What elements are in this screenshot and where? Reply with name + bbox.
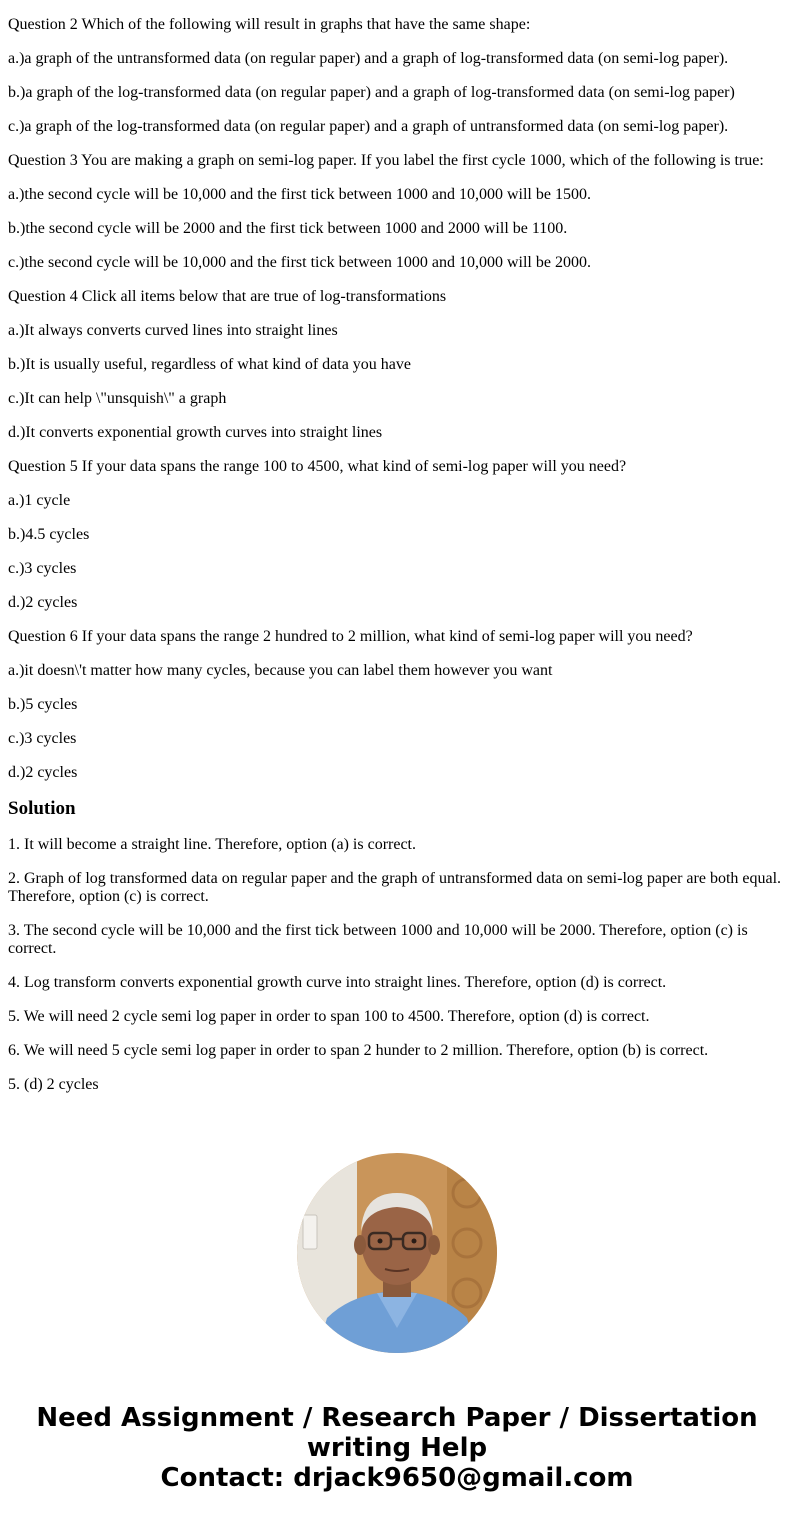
question-3-option-b: b.)the second cycle will be 2000 and the first tick between 1000 and 2000 will be 1100. <box>8 220 568 237</box>
question-5-prompt: Question 5 If your data spans the range 100 to 4500, what kind of semi-log paper will you need? <box>8 458 627 475</box>
solution-answer-summary: 5. (d) 2 cycles <box>8 1076 99 1093</box>
solution-answer-1: 1. It will become a straight line. Therefore, option (a) is correct. <box>8 836 416 853</box>
question-3-option-c: c.)the second cycle will be 10,000 and the first tick between 1000 and 10,000 will be 2000. <box>8 254 591 271</box>
question-5-option-c: c.)3 cycles <box>8 560 77 577</box>
contact-email: Contact: drjack9650@gmail.com <box>160 1463 634 1493</box>
solution-heading: Solution <box>8 798 76 819</box>
solution-answer-3: 3. The second cycle will be 10,000 and the first tick between 1000 and 10,000 will be 2000. Therefore, option (c) is correct. <box>8 922 748 957</box>
solution-answer-4: 4. Log transform converts exponential growth curve into straight lines. Therefore, option (d) is correct. <box>8 974 667 991</box>
question-4-option-b: b.)It is usually useful, regardless of what kind of data you have <box>8 356 412 373</box>
question-6-prompt: Question 6 If your data spans the range 2 hundred to 2 million, what kind of semi-log paper will you need? <box>8 628 693 645</box>
question-2-prompt: Question 2 Which of the following will result in graphs that have the same shape: <box>8 16 531 33</box>
question-6-option-d: d.)2 cycles <box>8 764 78 781</box>
question-6-option-a: a.)it doesn\'t matter how many cycles, because you can label them however you want <box>8 662 553 679</box>
question-6-option-c: c.)3 cycles <box>8 730 77 747</box>
author-portrait-image <box>297 1153 497 1353</box>
question-2-option-c: c.)a graph of the log-transformed data (on regular paper) and a graph of untransformed data (on semi-log paper). <box>8 118 729 135</box>
question-4-prompt: Question 4 Click all items below that are true of log-transformations <box>8 288 447 305</box>
question-6-option-b: b.)5 cycles <box>8 696 78 713</box>
solution-answer-6: 6. We will need 5 cycle semi log paper in order to span 2 hunder to 2 million. Therefore, option (b) is correct. <box>8 1042 709 1059</box>
question-3-option-a: a.)the second cycle will be 10,000 and the first tick between 1000 and 10,000 will be 1500. <box>8 186 591 203</box>
question-5-option-b: b.)4.5 cycles <box>8 526 90 543</box>
document-body <box>8 0 786 1110</box>
contact-banner <box>0 1403 794 1493</box>
solution-answer-2: 2. Graph of log transformed data on regular paper and the graph of untransformed data on semi-log paper are both equal. Therefore, option (c) is correct. <box>8 870 782 905</box>
contact-banner-line-2: writing Help <box>306 1433 488 1463</box>
contact-banner-line-1: Need Assignment / Research Paper / Dissertation <box>36 1403 758 1433</box>
question-4-option-c: c.)It can help \"unsquish\" a graph <box>8 390 227 407</box>
question-3-prompt: Question 3 You are making a graph on semi-log paper. If you label the first cycle 1000, which of the following is true: <box>8 152 764 169</box>
question-4-option-d: d.)It converts exponential growth curves into straight lines <box>8 424 383 441</box>
question-2-option-b: b.)a graph of the log-transformed data (on regular paper) and a graph of log-transformed data (on semi-log paper) <box>8 84 735 101</box>
solution-answer-5: 5. We will need 2 cycle semi log paper in order to span 100 to 4500. Therefore, option (d) is correct. <box>8 1008 650 1025</box>
question-5-option-a: a.)1 cycle <box>8 492 71 509</box>
question-5-option-d: d.)2 cycles <box>8 594 78 611</box>
author-avatar <box>297 1153 497 1353</box>
question-4-option-a: a.)It always converts curved lines into straight lines <box>8 322 338 339</box>
question-2-option-a: a.)a graph of the untransformed data (on regular paper) and a graph of log-transformed data (on semi-log paper). <box>8 50 729 67</box>
